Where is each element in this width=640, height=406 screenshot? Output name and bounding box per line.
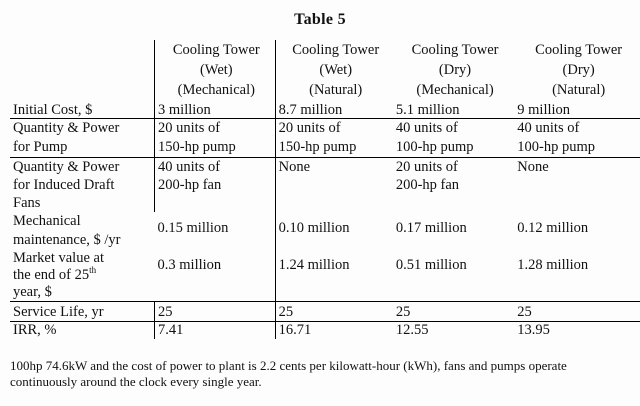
footnote-line: continuously around the clock every single year. <box>10 374 262 389</box>
table-row-service-life <box>10 302 640 322</box>
column-header-line: (Dry) <box>438 62 472 78</box>
row-label: Service Life, yr <box>10 302 155 322</box>
table-row-market-value <box>10 250 640 302</box>
table-cell: 5.1 million <box>395 102 460 118</box>
table-cell: 25 <box>393 302 514 322</box>
column-header-line: (Wet) <box>319 62 353 78</box>
table-cell: 25 <box>275 302 393 322</box>
table-cell: 13.95 <box>514 322 640 340</box>
column-header-wet-mechanical <box>155 40 276 102</box>
table-cell <box>155 119 276 158</box>
column-header-wet-natural <box>275 40 393 102</box>
table-cell <box>393 158 514 213</box>
table-cell: 0.10 million <box>275 212 393 250</box>
table-cell: 8.7 million <box>275 102 393 119</box>
cell-line: 150-hp pump <box>158 139 236 155</box>
superscript: th <box>89 265 97 276</box>
cell-line: 40 units of <box>517 120 580 136</box>
table-cell: 0.15 million <box>157 220 229 236</box>
cooling-tower-table <box>10 40 640 339</box>
row-label-line: for Induced Draft <box>13 177 115 193</box>
table-cell <box>275 158 393 213</box>
table-cell <box>275 119 393 158</box>
column-header-line: Cooling Tower <box>535 42 623 58</box>
cell-line: 100-hp pump <box>395 139 474 155</box>
column-header-line: (Mechanical) <box>177 82 255 98</box>
cell-line: 200-hp fan <box>158 177 222 193</box>
row-label-line: Quantity & Power <box>13 159 120 175</box>
table-cell: 7.41 <box>155 322 276 340</box>
cell-line: 20 units of <box>395 159 458 175</box>
row-label <box>10 158 155 213</box>
row-label: Initial Cost, $ <box>13 102 93 118</box>
cell-line: 200-hp fan <box>395 177 460 193</box>
table-cell: 0.51 million <box>395 257 467 273</box>
table-cell: 25 <box>155 302 276 322</box>
table-cell: 0.17 million <box>395 220 467 236</box>
column-header-line: Cooling Tower <box>292 42 380 58</box>
row-label-line: the end of 25th <box>13 265 97 283</box>
row-label <box>10 212 155 250</box>
table-row-initial-cost <box>10 102 640 119</box>
table-cell <box>155 158 276 213</box>
column-header-line: (Natural) <box>309 82 363 98</box>
table-cell: 0.3 million <box>157 257 222 273</box>
table-cell: 0.12 million <box>517 220 589 236</box>
table-row-irr <box>10 322 640 340</box>
table-row-fans <box>10 158 640 213</box>
cell-line: 100-hp pump <box>517 139 595 155</box>
row-label-line: Quantity & Power <box>13 120 120 136</box>
cell-line: 20 units of <box>158 120 221 136</box>
row-label-line: Market value at <box>13 250 104 266</box>
column-header-line: (Dry) <box>562 62 595 78</box>
column-header-line: Cooling Tower <box>411 42 499 58</box>
table-row-maintenance <box>10 212 640 250</box>
table-cell: 12.55 <box>393 322 514 340</box>
row-label <box>10 250 155 302</box>
table-cell: 16.71 <box>275 322 393 340</box>
row-label: IRR, % <box>10 322 155 340</box>
header-blank <box>10 40 155 102</box>
table-cell <box>514 119 640 158</box>
table-cell <box>393 119 514 158</box>
table-header-row <box>10 40 640 102</box>
cell-line: 40 units of <box>395 120 458 136</box>
cell-line: None <box>278 159 311 175</box>
table-footnote <box>10 358 640 390</box>
table-cell: 3 million <box>155 102 276 119</box>
table-title: Table 5 <box>294 11 346 28</box>
row-label-line: Mechanical <box>13 213 81 229</box>
footnote-line: 100hp 74.6kW and the cost of power to plant is 2.2 cents per kilowatt-hour (kWh), fans and pumps operate <box>10 358 567 373</box>
row-label-line: for Pump <box>13 139 68 155</box>
row-label <box>10 119 155 158</box>
column-header-dry-mechanical <box>393 40 514 102</box>
table-cell: 1.24 million <box>275 250 393 302</box>
table-cell <box>514 158 640 213</box>
row-label-line: Fans <box>13 195 41 211</box>
column-header-line: Cooling Tower <box>172 42 260 58</box>
column-header-dry-natural <box>514 40 640 102</box>
column-header-line: (Wet) <box>199 62 233 78</box>
table-cell: 9 million <box>517 102 571 118</box>
cell-line: None <box>517 159 549 175</box>
column-header-line: (Mechanical) <box>416 82 494 98</box>
cell-line: 150-hp pump <box>278 139 357 155</box>
table-cell: 1.28 million <box>517 257 589 273</box>
cell-line: 20 units of <box>278 120 341 136</box>
row-label-line: year, $ <box>13 284 52 300</box>
cell-line: 40 units of <box>158 159 221 175</box>
row-label-line: maintenance, $ /yr <box>13 232 121 248</box>
table-row-pump <box>10 119 640 158</box>
table-cell: 25 <box>514 302 640 322</box>
column-header-line: (Natural) <box>552 82 606 98</box>
